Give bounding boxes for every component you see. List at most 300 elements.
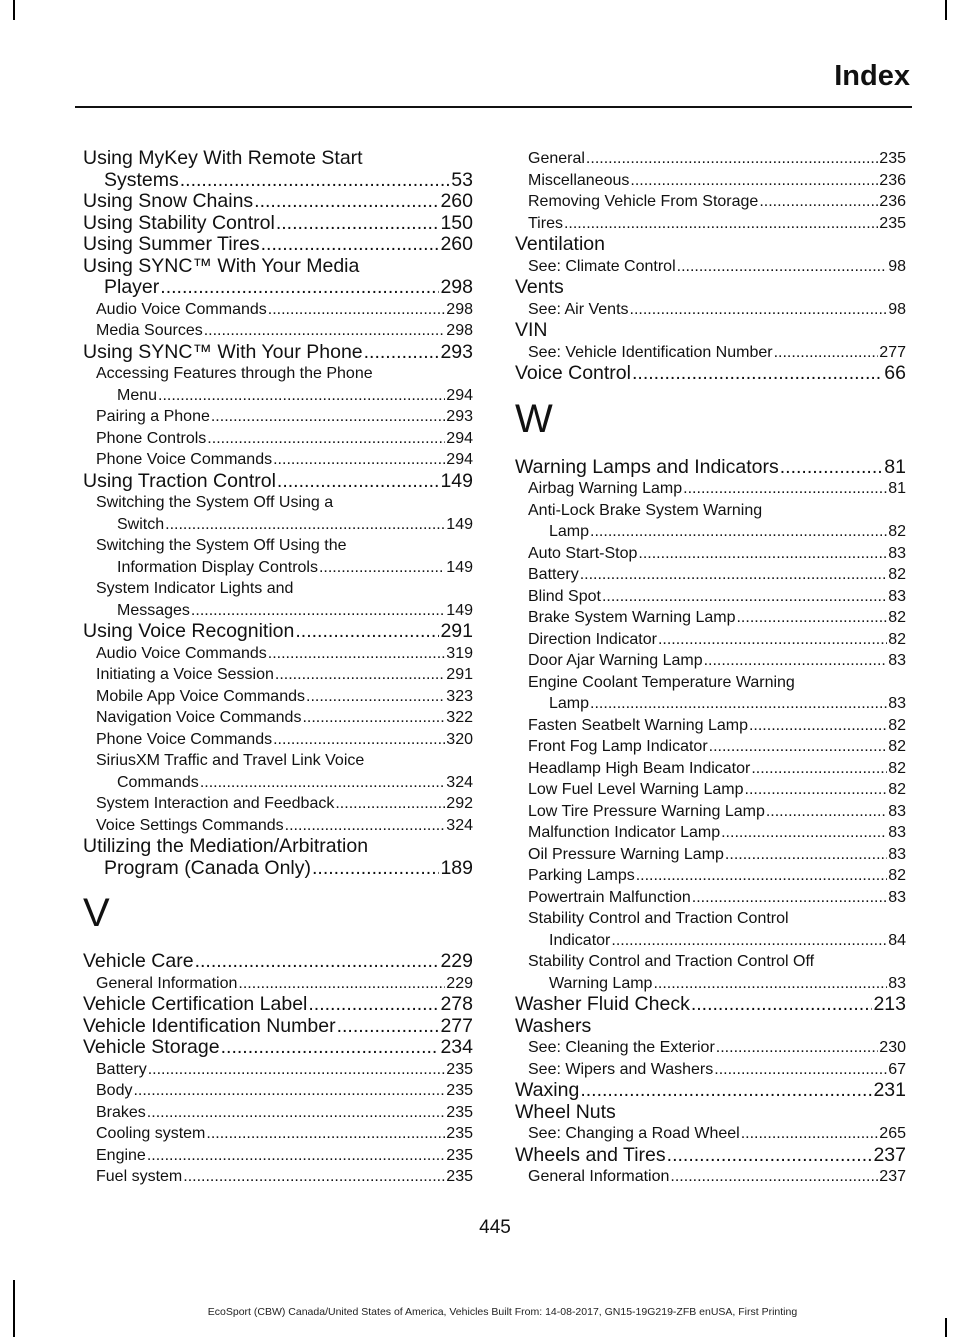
entry-label: Menu (117, 386, 158, 404)
entry-label: Utilizing the Mediation/Arbitration (83, 835, 369, 857)
entry-label: Using Voice Recognition (83, 620, 295, 642)
entry-label: Information Display Controls (117, 558, 318, 576)
index-subentry[interactable] (83, 750, 473, 793)
entry-label: Using SYNC™ With Your Media (83, 254, 360, 277)
index-subentry[interactable] (515, 779, 906, 801)
dot-leader (638, 543, 887, 565)
entry-label: Warning Lamp (549, 974, 653, 992)
entry-label: Cooling system (96, 1125, 206, 1142)
index-entry[interactable] (83, 951, 473, 973)
entry-label: Washers (515, 1014, 592, 1037)
dot-leader (670, 1166, 878, 1188)
entry-label: Direction Indicator (528, 630, 657, 648)
index-entry[interactable] (515, 1145, 906, 1167)
entry-page-number: 82 (888, 609, 906, 626)
index-subentry[interactable] (515, 629, 906, 651)
entry-label: Wheel Nuts (515, 1100, 616, 1123)
dot-leader (745, 779, 888, 801)
entry-page-number: 83 (888, 845, 906, 863)
dot-leader (677, 256, 888, 278)
index-subentry[interactable] (515, 1037, 906, 1059)
dot-leader (319, 557, 445, 579)
entry-label: Pairing a Phone (96, 408, 210, 425)
index-subentry[interactable] (515, 170, 906, 192)
entry-label: Switching the System Off Using a (96, 494, 334, 511)
entry-page-number: 189 (440, 856, 473, 879)
entry-label: Phone Voice Commands (96, 730, 273, 748)
index-subentry[interactable] (83, 535, 473, 578)
entry-page-number: 82 (888, 630, 906, 648)
index-entry[interactable] (515, 363, 906, 385)
dot-leader (268, 643, 446, 665)
entry-label: See: Wipers and Washers (528, 1060, 714, 1078)
entry-label: Vehicle Identification Number (83, 1014, 336, 1037)
dot-leader (195, 951, 440, 973)
entry-page-number: 323 (446, 687, 473, 705)
entry-page-number: 81 (888, 480, 906, 497)
dot-leader (165, 514, 445, 536)
entry-page-number: 82 (888, 781, 906, 798)
dot-leader (204, 320, 446, 342)
entry-page-number: 231 (873, 1079, 906, 1101)
entry-label: Vehicle Storage (83, 1036, 220, 1058)
dot-leader (180, 170, 451, 192)
dot-leader (586, 148, 878, 170)
index-entry[interactable] (83, 1037, 473, 1059)
dot-leader (308, 994, 439, 1016)
entry-page-number: 83 (888, 652, 906, 669)
dot-leader (211, 406, 445, 428)
dot-leader (206, 1123, 445, 1145)
index-subentry[interactable] (515, 586, 906, 608)
crop-mark-top-right (945, 0, 947, 20)
index-entry[interactable] (83, 148, 473, 191)
dot-leader (221, 1037, 440, 1059)
dot-leader (692, 887, 887, 909)
entry-page-number: 82 (888, 759, 906, 777)
dot-leader (158, 385, 445, 407)
index-entry[interactable] (515, 1016, 906, 1038)
entry-label: Lamp (549, 523, 590, 540)
index-subentry[interactable] (515, 650, 906, 672)
entry-label: Commands (117, 773, 199, 791)
dot-leader (709, 736, 888, 758)
entry-page-number: 298 (446, 300, 473, 318)
index-subentry[interactable] (515, 478, 906, 500)
entry-page-number: 293 (440, 340, 473, 363)
section-letter: W (515, 396, 553, 441)
page-title: Index (834, 60, 910, 92)
entry-label: Auto Start-Stop (528, 544, 638, 562)
crop-mark-bottom-right (945, 1318, 947, 1337)
entry-label: See: Vehicle Identification Number (528, 343, 773, 361)
entry-page-number: 235 (446, 1125, 473, 1142)
index-subentry[interactable] (83, 707, 473, 729)
index-subentry[interactable] (515, 607, 906, 629)
entry-label: Fasten Seatbelt Warning Lamp (528, 716, 748, 734)
entry-page-number: 149 (440, 469, 473, 492)
entry-page-number: 83 (888, 544, 906, 562)
entry-page-number: 277 (879, 343, 906, 361)
entry-label: Lamp (549, 695, 590, 712)
entry-label: Body (96, 1082, 133, 1099)
entry-page-number: 83 (888, 802, 906, 820)
index-subentry[interactable] (515, 148, 906, 170)
entry-label: Brake System Warning Lamp (528, 609, 736, 626)
entry-label: Player (104, 276, 160, 298)
index-subentry[interactable] (515, 844, 906, 866)
index-subentry[interactable] (515, 543, 906, 565)
index-subentry[interactable] (83, 643, 473, 665)
entry-label: Using SYNC™ With Your Phone (83, 340, 363, 363)
index-subentry[interactable] (83, 1145, 473, 1167)
index-subentry[interactable] (515, 801, 906, 823)
entry-page-number: 149 (446, 601, 473, 619)
index-subentry[interactable] (83, 793, 473, 815)
dot-leader (273, 449, 445, 471)
entry-label: Media Sources (96, 322, 203, 339)
index-subentry[interactable] (515, 342, 906, 364)
entry-page-number: 235 (446, 1082, 473, 1099)
entry-label: Battery (96, 1060, 147, 1078)
entry-page-number: 82 (888, 867, 906, 884)
entry-page-number: 83 (888, 587, 906, 605)
entry-label: Headlamp High Beam Indicator (528, 759, 751, 777)
dot-leader (277, 471, 440, 493)
index-subentry[interactable] (515, 822, 906, 844)
index-column-right (515, 148, 906, 1188)
entry-page-number: 213 (873, 993, 906, 1015)
index-subentry[interactable] (83, 428, 473, 450)
entry-page-number: 82 (888, 738, 906, 755)
entry-page-number: 98 (888, 257, 906, 275)
dot-leader (276, 213, 440, 235)
entry-label: Ventilation (515, 233, 605, 255)
index-entry[interactable] (83, 621, 473, 643)
entry-label: Low Tire Pressure Warning Lamp (528, 802, 765, 820)
dot-leader (658, 629, 887, 651)
entry-label: Front Fog Lamp Indicator (528, 738, 708, 755)
index-entry[interactable] (83, 836, 473, 879)
entry-page-number: 98 (888, 300, 906, 318)
entry-page-number: 260 (440, 190, 473, 212)
entry-label: Stability Control and Traction Control Off (528, 953, 815, 970)
entry-label: See: Air Vents (528, 300, 629, 318)
index-subentry[interactable] (83, 1166, 473, 1188)
index-subentry[interactable] (515, 299, 906, 321)
dot-leader (630, 299, 888, 321)
entry-label: Stability Control and Traction Control (528, 910, 789, 927)
entry-label: Messages (117, 601, 190, 619)
entry-label: Parking Lamps (528, 867, 635, 884)
index-subentry[interactable] (83, 492, 473, 535)
index-entry[interactable] (83, 994, 473, 1016)
entry-page-number: 235 (446, 1146, 473, 1164)
dot-leader (191, 600, 445, 622)
entry-page-number: 149 (446, 558, 473, 576)
dot-leader (147, 1102, 446, 1124)
entry-label: Using MyKey With Remote Start (83, 147, 363, 169)
entry-page-number: 260 (440, 233, 473, 255)
dot-leader (275, 664, 445, 686)
index-entry[interactable] (515, 457, 906, 479)
index-subentry[interactable] (515, 715, 906, 737)
dot-leader (268, 299, 446, 321)
entry-label: Waxing (515, 1079, 580, 1101)
entry-page-number: 237 (873, 1143, 906, 1166)
dot-leader (312, 858, 439, 880)
entry-page-number: 298 (446, 322, 473, 339)
entry-label: Using Snow Chains (83, 190, 254, 212)
entry-label: Powertrain Malfunction (528, 888, 691, 906)
entry-page-number: 67 (888, 1060, 906, 1078)
entry-label: Fuel system (96, 1168, 183, 1185)
entry-label: Blind Spot (528, 587, 601, 605)
index-entry[interactable] (515, 1102, 906, 1124)
dot-leader (704, 650, 888, 672)
entry-page-number: 53 (451, 168, 473, 191)
entry-page-number: 235 (879, 150, 906, 167)
entry-label: Voice Control (515, 362, 631, 384)
entry-label: Tires (528, 214, 563, 232)
entry-page-number: 237 (879, 1168, 906, 1185)
index-subentry[interactable] (83, 729, 473, 751)
dot-leader (564, 213, 878, 235)
dot-leader (306, 686, 445, 708)
entry-page-number: 82 (888, 566, 906, 583)
entry-page-number: 320 (446, 730, 473, 748)
index-subentry[interactable] (515, 1123, 906, 1145)
entry-page-number: 81 (884, 455, 906, 478)
entry-label: Door Ajar Warning Lamp (528, 652, 703, 669)
dot-leader (653, 973, 887, 995)
entry-label: Vents (515, 276, 564, 298)
entry-label: Low Fuel Level Warning Lamp (528, 781, 744, 798)
entry-label: Using Stability Control (83, 211, 275, 234)
header-divider (75, 106, 912, 108)
index-subentry[interactable] (515, 1059, 906, 1081)
index-subentry[interactable] (83, 1102, 473, 1124)
index-entry[interactable] (83, 1016, 473, 1038)
index-subentry[interactable] (515, 758, 906, 780)
entry-page-number: 83 (888, 974, 906, 992)
entry-page-number: 324 (446, 773, 473, 791)
entry-page-number: 66 (884, 362, 906, 384)
entry-label: Brakes (96, 1103, 146, 1121)
entry-page-number: 291 (446, 666, 473, 683)
dot-leader (133, 1080, 445, 1102)
index-subentry[interactable] (83, 449, 473, 471)
entry-label: See: Changing a Road Wheel (528, 1125, 740, 1142)
index-entry[interactable] (83, 234, 473, 256)
dot-leader (749, 715, 887, 737)
entry-label: Warning Lamps and Indicators (515, 455, 779, 478)
entry-label: Engine (96, 1146, 146, 1164)
index-subentry[interactable] (83, 299, 473, 321)
entry-page-number: 294 (446, 386, 473, 404)
entry-label: Using Summer Tires (83, 233, 260, 255)
entry-label: VIN (515, 319, 548, 341)
dot-leader (759, 191, 878, 213)
entry-label: Engine Coolant Temperature Warning (528, 673, 795, 691)
entry-label: Indicator (549, 931, 611, 949)
entry-label: Switching the System Off Using the (96, 537, 347, 554)
entry-label: See: Climate Control (528, 257, 676, 275)
entry-page-number: 235 (446, 1168, 473, 1185)
index-entry[interactable] (515, 234, 906, 256)
index-subentry[interactable] (83, 320, 473, 342)
index-subentry[interactable] (83, 1123, 473, 1145)
entry-page-number: 278 (440, 993, 473, 1015)
entry-label: Audio Voice Commands (96, 644, 267, 662)
entry-label: Airbag Warning Lamp (528, 480, 683, 497)
index-subentry[interactable] (515, 865, 906, 887)
entry-page-number: 319 (446, 644, 473, 662)
entry-label: Navigation Voice Commands (96, 709, 302, 726)
entry-page-number: 84 (888, 931, 906, 949)
entry-label: Vehicle Certification Label (83, 993, 308, 1015)
entry-page-number: 324 (446, 816, 473, 834)
dot-leader (636, 865, 887, 887)
index-subentry[interactable] (83, 1059, 473, 1081)
index-entry[interactable] (83, 256, 473, 299)
entry-label: Removing Vehicle From Storage (528, 193, 759, 210)
dot-leader (238, 973, 445, 995)
dot-leader (766, 801, 887, 823)
index-entry[interactable] (515, 277, 906, 299)
dot-leader (254, 191, 439, 213)
dot-leader (716, 1037, 879, 1059)
entry-label: Phone Voice Commands (96, 451, 273, 468)
index-column-left (83, 148, 473, 1188)
dot-leader (200, 772, 445, 794)
index-subentry[interactable] (515, 256, 906, 278)
index-subentry[interactable] (83, 406, 473, 428)
entry-label: System Interaction and Feedback (96, 795, 335, 812)
dot-leader (285, 815, 446, 837)
dot-leader (302, 707, 445, 729)
index-entry[interactable] (515, 320, 906, 342)
entry-page-number: 83 (888, 888, 906, 906)
dot-leader (590, 693, 887, 715)
entry-page-number: 150 (440, 211, 473, 234)
entry-page-number: 293 (446, 408, 473, 425)
index-entry[interactable] (83, 342, 473, 364)
entry-label: Miscellaneous (528, 171, 630, 189)
dot-leader (714, 1059, 887, 1081)
index-subentry[interactable] (515, 213, 906, 235)
entry-label: Anti-Lock Brake System Warning (528, 501, 763, 519)
dot-leader (741, 1123, 879, 1145)
entry-label: Audio Voice Commands (96, 300, 267, 318)
entry-label: Systems (104, 168, 179, 191)
entry-label: Initiating a Voice Session (96, 666, 274, 683)
index-subentry[interactable] (515, 672, 906, 715)
index-entry[interactable] (83, 471, 473, 493)
entry-label: SiriusXM Traffic and Travel Link Voice (96, 752, 365, 769)
entry-page-number: 235 (446, 1103, 473, 1121)
dot-leader (590, 521, 887, 543)
entry-label: Wheels and Tires (515, 1143, 666, 1166)
dot-leader (632, 363, 883, 385)
index-entry[interactable] (83, 191, 473, 213)
entry-page-number: 236 (879, 171, 906, 189)
dot-leader (725, 844, 887, 866)
entry-label: Program (Canada Only) (104, 856, 311, 879)
index-subentry[interactable] (83, 363, 473, 406)
footer-text: EcoSport (CBW) Canada/United States of America, Vehicles Built From: 14-08-2017, GN15-19G219-ZFB enUSA, First Printing (207, 1306, 798, 1318)
dot-leader (148, 1059, 446, 1081)
dot-leader (736, 607, 887, 629)
index-subentry[interactable] (515, 564, 906, 586)
index-subentry[interactable] (83, 973, 473, 995)
entry-label: Malfunction Indicator Lamp (528, 824, 721, 841)
entry-label: General Information (528, 1168, 670, 1185)
index-subentry[interactable] (515, 887, 906, 909)
index-entry[interactable] (83, 213, 473, 235)
index-subentry[interactable] (515, 1166, 906, 1188)
entry-page-number: 298 (440, 276, 473, 298)
dot-leader (273, 729, 445, 751)
dot-leader (721, 822, 887, 844)
dot-leader (337, 1016, 440, 1038)
dot-leader (780, 457, 884, 479)
dot-leader (691, 994, 873, 1016)
index-subentry[interactable] (83, 578, 473, 621)
index-subentry[interactable] (83, 1080, 473, 1102)
index-subentry[interactable] (515, 951, 906, 994)
entry-page-number: 82 (888, 523, 906, 540)
crop-mark-top-left (13, 0, 15, 20)
dot-leader (160, 277, 439, 299)
section-letter: V (83, 891, 110, 935)
entry-page-number: 292 (446, 795, 473, 812)
index-subentry[interactable] (515, 908, 906, 951)
dot-leader (611, 930, 887, 952)
index-subentry[interactable] (515, 736, 906, 758)
index-subentry[interactable] (83, 815, 473, 837)
entry-page-number: 149 (446, 515, 473, 533)
entry-page-number: 229 (440, 950, 473, 972)
index-subentry[interactable] (515, 191, 906, 213)
dot-leader (667, 1145, 873, 1167)
entry-label: Mobile App Voice Commands (96, 687, 305, 705)
entry-label: Voice Settings Commands (96, 816, 284, 834)
entry-page-number: 277 (440, 1014, 473, 1037)
dot-leader (295, 621, 439, 643)
index-subentry[interactable] (83, 686, 473, 708)
entry-page-number: 229 (446, 974, 473, 992)
index-subentry[interactable] (515, 500, 906, 543)
entry-page-number: 83 (888, 695, 906, 712)
entry-label: Phone Controls (96, 429, 207, 447)
entry-page-number: 83 (888, 824, 906, 841)
entry-page-number: 294 (446, 429, 473, 447)
index-entry[interactable] (515, 994, 906, 1016)
dot-leader (183, 1166, 445, 1188)
entry-label: Washer Fluid Check (515, 993, 690, 1015)
entry-label: Oil Pressure Warning Lamp (528, 845, 724, 863)
page-number: 445 (479, 1217, 511, 1238)
entry-label: General Information (96, 974, 238, 992)
entry-page-number: 294 (446, 451, 473, 468)
index-subentry[interactable] (83, 664, 473, 686)
index-entry[interactable] (515, 1080, 906, 1102)
dot-leader (207, 428, 445, 450)
dot-leader (751, 758, 887, 780)
dot-leader (774, 342, 879, 364)
dot-leader (364, 342, 440, 364)
